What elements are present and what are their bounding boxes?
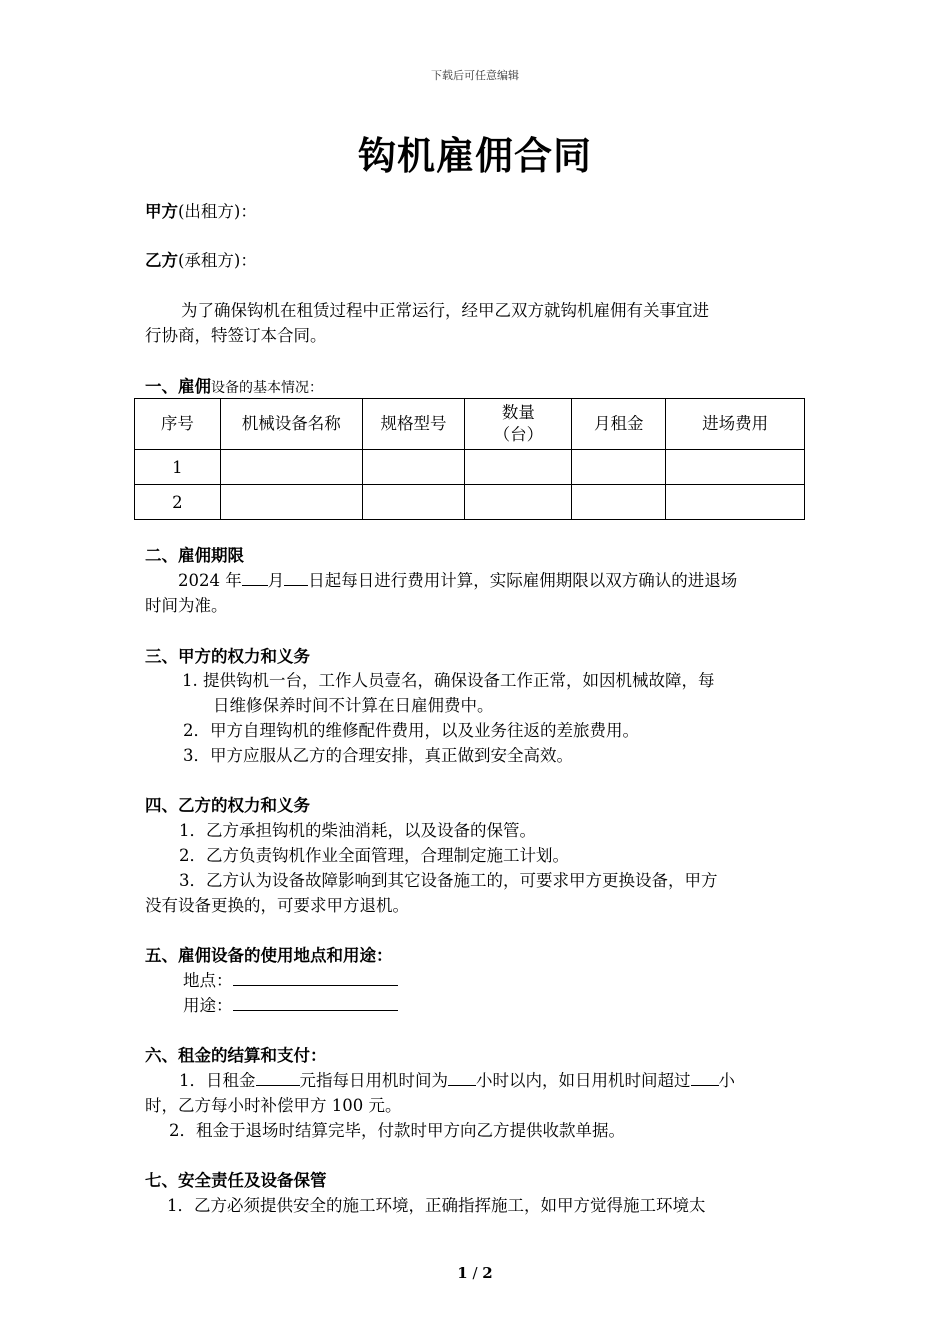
col-header-entry-fee: 进场费用: [666, 399, 805, 450]
section-1-head: 一、雇佣: [145, 377, 211, 396]
table-row: [135, 485, 805, 520]
section-2-heading: 二、雇佣期限: [145, 546, 244, 565]
intro-line-2: 行协商，特签订本合同。: [145, 326, 327, 345]
table-cell: [572, 450, 666, 485]
section-4-item-3-cont: 没有设备更换的，可要求甲方退机。: [145, 896, 409, 915]
purpose-blank: [233, 994, 398, 1011]
location-line: 地点：: [145, 968, 805, 994]
table-cell: [572, 485, 666, 520]
header-note: 下载后可任意编辑: [431, 69, 519, 82]
table-cell: [465, 450, 572, 485]
section-3-item-2: 2．甲方自理钩机的维修配件费用，以及业务往返的差旅费用。: [183, 721, 639, 740]
section-6-heading: 六、租金的结算和支付：: [145, 1046, 327, 1065]
section-4-item-3: 3．乙方认为设备故障影响到其它设备施工的，可要求甲方更换设备，甲方: [179, 871, 718, 890]
table-cell: [362, 485, 465, 520]
table-cell: [666, 450, 805, 485]
section-3-item-3: 3．甲方应服从乙方的合理安排，真正做到安全高效。: [183, 746, 573, 765]
section-4-heading: 四、乙方的权力和义务: [145, 796, 310, 815]
section-7-line-1: 1．乙方必须提供安全的施工环境，正确指挥施工，如甲方觉得施工环境太: [167, 1196, 706, 1215]
party-a-line: [145, 199, 805, 225]
section-2-line-2: 时间为准。: [145, 596, 228, 615]
party-b-label: 乙方: [145, 251, 178, 270]
month-blank: [242, 569, 268, 586]
col-header-monthly-rent: 月租金: [572, 399, 666, 450]
section-6-line-1: 1．日租金 元指每日用机时间为 小时以内，如日用机时间超过 小: [179, 1071, 735, 1090]
contract-title: 钩机雇佣合同: [357, 134, 592, 178]
col-header-model: 规格型号: [362, 399, 465, 450]
section-2-line-1: 2024 年 月 日起每日进行费用计算，实际雇佣期限以双方确认的进退场: [178, 571, 738, 590]
table-cell: 1: [135, 450, 221, 485]
page-number: 1 / 2: [457, 1264, 493, 1282]
section-3-item-1: 1. 提供钩机一台，工作人员壹名，确保设备工作正常，如因机械故障，每: [182, 671, 715, 690]
table-cell: [362, 450, 465, 485]
section-4-item-1: 1．乙方承担钩机的柴油消耗，以及设备的保管。: [179, 821, 536, 840]
daily-rent-blank: [256, 1069, 300, 1086]
section-7-heading: 七、安全责任及设备保管: [145, 1171, 327, 1190]
hours-blank: [448, 1069, 476, 1086]
section-3-item-1-cont: 日维修保养时间不计算在日雇佣费中。: [213, 696, 494, 715]
table-cell: [220, 485, 362, 520]
section-3-heading: 三、甲方的权力和义务: [145, 647, 310, 666]
intro-line-1: 为了确保钩机在租赁过程中正常运行，经甲乙双方就钩机雇佣有关事宜进: [181, 301, 709, 320]
table-header-row: [135, 399, 805, 450]
section-6-line-2: 时，乙方每小时补偿甲方 100 元。: [145, 1096, 402, 1115]
table-row: [135, 450, 805, 485]
col-header-name: 机械设备名称: [220, 399, 362, 450]
party-a-label: 甲方: [145, 202, 178, 221]
section-6-line-3: 2．租金于退场时结算完毕，付款时甲方向乙方提供收款单据。: [169, 1121, 625, 1140]
section-4-item-2: 2．乙方负责钩机作业全面管理，合理制定施工计划。: [179, 846, 569, 865]
table-cell: 2: [135, 485, 221, 520]
location-blank: [233, 969, 398, 986]
col-header-quantity: 数量 （台）: [465, 399, 572, 450]
equipment-table: [134, 398, 805, 520]
party-b-rest: (承租方)：: [178, 251, 257, 270]
day-blank: [284, 569, 308, 586]
overtime-blank: [691, 1069, 719, 1086]
col-header-index: 序号: [135, 399, 221, 450]
section-1-heading: [145, 374, 805, 401]
table-cell: [666, 485, 805, 520]
purpose-line: 用途：: [145, 993, 805, 1019]
section-5-heading: 五、雇佣设备的使用地点和用途：: [145, 946, 393, 965]
party-b-line: [145, 248, 805, 274]
table-cell: [220, 450, 362, 485]
table-cell: [465, 485, 572, 520]
party-a-rest: (出租方)：: [178, 202, 257, 221]
section-1-rest: 设备的基本情况：: [211, 380, 323, 396]
